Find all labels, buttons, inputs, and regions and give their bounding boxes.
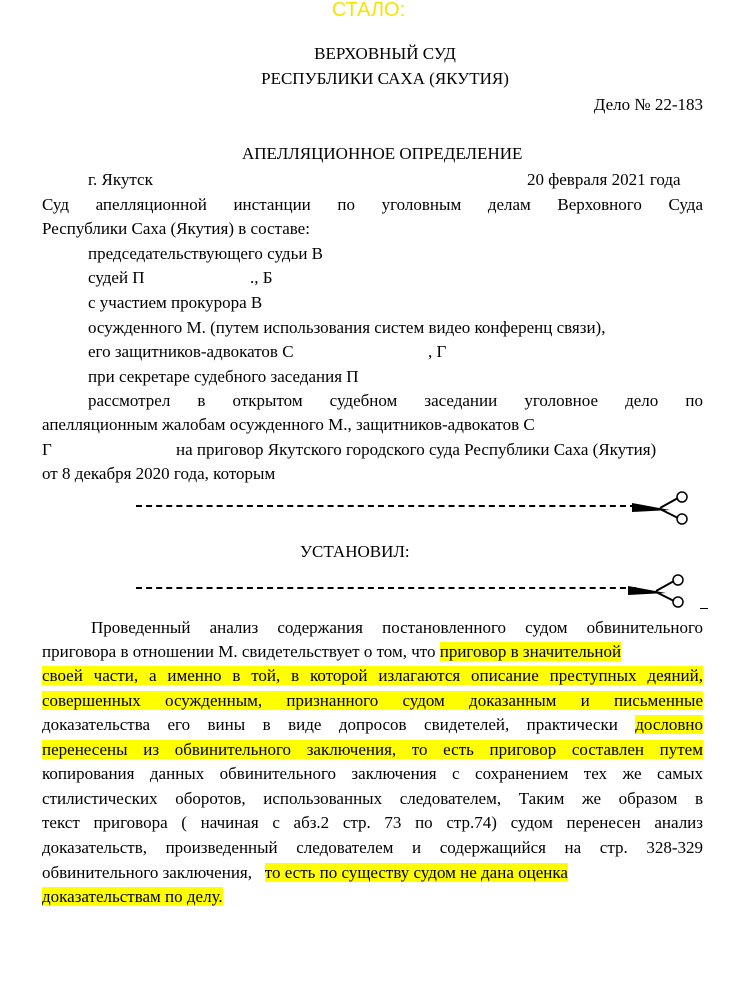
- cut-line-bottom: [136, 587, 636, 589]
- intro-line2: Республики Саха (Якутия) в составе:: [42, 219, 310, 238]
- body-line2: [42, 642, 621, 662]
- highlight-1: приговор в значительной: [439, 642, 622, 661]
- intro-line1: Суд апелляционной инстанции по уголовным делам Верховного Суда: [42, 195, 703, 214]
- cut-line-top: [136, 505, 636, 507]
- considered-line3-rest: на приговор Якутского городского суда Республики Саха (Якутия): [176, 440, 657, 459]
- date: 20 февраля 2021 года: [527, 170, 681, 189]
- considered-line2: апелляционным жалобам осужденного М., защитников-адвокатов С: [42, 415, 535, 434]
- body-line6: [42, 740, 703, 760]
- body-line5: [42, 715, 703, 735]
- text-cursor-mark: [700, 608, 708, 609]
- body-line11-plain: обвинительного заключения,: [42, 863, 252, 882]
- case-number: Дело № 22-183: [593, 95, 703, 114]
- prosecutor: с участием прокурора В: [88, 293, 263, 312]
- body-line8: стилистических оборотов, использованных следователем, Таким же образом в: [42, 789, 703, 808]
- highlight-2: своей части, а именно в той, в которой излагаются описание преступных деяний,: [42, 666, 703, 685]
- considered-line1: рассмотрел в открытом судебном заседании уголовное дело по: [88, 391, 703, 410]
- body-line1: Проведенный анализ содержания постановленного судом обвинительного: [91, 618, 703, 637]
- highlight-5: перенесены из обвинительного заключения, то есть приговор составлен путем: [42, 740, 703, 759]
- scissors-icon: [630, 490, 690, 526]
- highlight-6: то есть по существу судом не дана оценка: [264, 863, 568, 882]
- judges-separator: ., Б: [250, 268, 273, 287]
- court-name-line1: ВЕРХОВНЫЙ СУД: [314, 44, 456, 63]
- established-heading: УСТАНОВИЛ:: [300, 542, 410, 561]
- defenders: его защитников-адвокатов С: [88, 342, 294, 361]
- body-line7: копирования данных обвинительного заключения с сохранением тех же самых: [42, 764, 703, 783]
- presiding-judge: председательствующего судьи В: [88, 244, 324, 263]
- secretary: при секретаре судебного заседания П: [88, 367, 359, 386]
- considered-line4: от 8 декабря 2020 года, которым: [42, 464, 276, 483]
- doc-title: АПЕЛЛЯЦИОННОЕ ОПРЕДЕЛЕНИЕ: [242, 144, 523, 163]
- judges: судей П: [88, 268, 145, 287]
- highlight-3: совершенных осужденным, признанного судом доказанным и письменные: [42, 691, 703, 710]
- convict: осужденного М. (путем использования систем видео конференц связи),: [88, 318, 606, 337]
- body-line4: [42, 691, 703, 711]
- body-line11: [42, 863, 568, 883]
- highlight-7: доказательствам по делу.: [42, 887, 223, 906]
- city: г. Якутск: [88, 170, 153, 189]
- body-line9: текст приговора ( начиная с абз.2 стр. 73 по стр.74) судом перенесен анализ: [42, 813, 703, 832]
- considered-line3-start: Г: [42, 440, 52, 459]
- body-line3: [42, 666, 703, 686]
- scissors-icon-2: [626, 573, 686, 609]
- body-line5-plain: доказательства его вины в виде допросов свидетелей, практически: [42, 715, 618, 734]
- body-line2-plain: приговора в отношении М. свидетельствует о том, что: [42, 642, 436, 661]
- defenders-separator: , Г: [428, 342, 447, 361]
- page-label: СТАЛО:: [331, 0, 406, 21]
- highlight-4: дословно: [635, 715, 703, 734]
- body-line10: доказательств, произведенный следователем и содержащийся на стр. 328-329: [42, 838, 703, 857]
- body-line12: [42, 887, 223, 907]
- court-name-line2: РЕСПУБЛИКИ САХА (ЯКУТИЯ): [261, 69, 509, 88]
